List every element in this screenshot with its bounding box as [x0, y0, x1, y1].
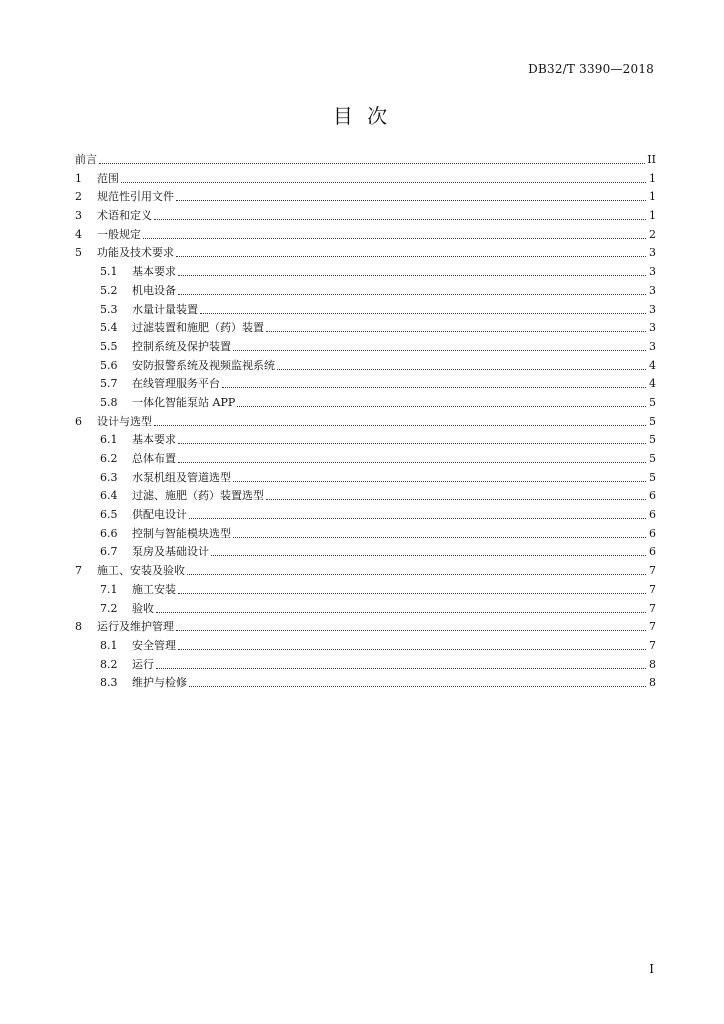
dot-leader [156, 612, 646, 613]
toc-entry-page: 2 [649, 227, 656, 241]
toc-entry-page: 6 [649, 545, 656, 559]
dot-leader [277, 369, 646, 370]
toc-entry-label: 安防报警系统及视频监视系统 [132, 358, 275, 372]
toc-entry-page: 7 [649, 620, 656, 634]
toc-entry-label: 维护与检修 [132, 676, 187, 690]
toc-entry[interactable] [75, 447, 656, 466]
toc-entry-number: 1 [75, 171, 82, 185]
toc-entry-number: 5.8 [100, 395, 118, 409]
toc-entry-label: 运行 [132, 657, 154, 671]
dot-leader [156, 668, 646, 669]
toc-entry[interactable] [75, 145, 656, 167]
toc-entry-page: 5 [649, 452, 656, 465]
toc-entry-label: 供配电设计 [132, 508, 187, 522]
toc-entry[interactable] [75, 260, 656, 279]
toc-entry-number: 6.6 [100, 526, 118, 540]
toc-entry-label: 基本要求 [132, 433, 176, 447]
dot-leader [178, 275, 646, 276]
toc-entry[interactable] [75, 559, 656, 578]
toc-entry-page: 1 [649, 209, 656, 223]
toc-entry[interactable] [75, 410, 656, 429]
dot-leader [178, 462, 646, 463]
toc-entry-label: 在线管理服务平台 [132, 377, 220, 391]
toc-entry-label: 验收 [132, 601, 154, 615]
toc-entry-label: 术语和定义 [97, 209, 152, 223]
toc-entry-page: 6 [649, 526, 656, 540]
toc-entry-page: 3 [649, 246, 656, 260]
toc-entry-page: 7 [649, 601, 656, 615]
dot-leader [222, 387, 646, 388]
toc-entry-label: 过滤装置和施肥（药）装置 [132, 321, 264, 335]
toc-entry-number: 6.7 [100, 545, 118, 559]
dot-leader [189, 518, 646, 519]
toc-entry[interactable] [75, 578, 656, 597]
toc-entry-label: 施工安装 [132, 582, 176, 596]
toc-entry-number: 6 [75, 414, 82, 428]
dot-leader [266, 499, 646, 500]
toc-entry-label: 运行及维护管理 [97, 620, 174, 634]
toc-entry-number: 3 [75, 209, 82, 223]
toc-entry-number: 5.1 [100, 265, 118, 279]
toc-entry-label: 一般规定 [97, 227, 141, 241]
toc-entry[interactable] [75, 653, 656, 672]
toc-entry[interactable] [75, 317, 656, 336]
toc-entry-label: 施工、安装及验收 [97, 564, 185, 578]
page-number: I [649, 962, 654, 976]
toc-entry-page: 4 [649, 358, 656, 372]
toc-entry-number: 6.4 [100, 489, 118, 503]
toc-entry-label: 水泵机组及管道选型 [132, 470, 231, 484]
toc-entry-label: 前言 [75, 153, 97, 166]
toc-entry[interactable] [75, 242, 656, 261]
toc-entry-number: 5.7 [100, 377, 118, 391]
toc-entry[interactable] [75, 634, 656, 653]
toc-entry[interactable] [75, 597, 656, 616]
toc-entry[interactable] [75, 616, 656, 635]
toc-entry-number: 5.5 [100, 339, 118, 353]
toc-entry[interactable] [75, 298, 656, 317]
dot-leader [121, 182, 646, 183]
toc-entry-page: 3 [649, 339, 656, 353]
dot-leader [154, 219, 646, 220]
dot-leader [178, 649, 646, 650]
toc-entry[interactable] [75, 279, 656, 298]
dot-leader [211, 555, 646, 556]
toc-entry-number: 8 [75, 620, 82, 634]
toc-entry-number: 6.2 [100, 452, 118, 465]
dot-leader [178, 443, 646, 444]
dot-leader [187, 574, 646, 575]
toc-entry-number: 5.6 [100, 358, 118, 372]
toc-entry-page: 3 [649, 265, 656, 279]
toc-entry-number: 4 [75, 227, 82, 241]
toc-entry-page: 3 [649, 283, 656, 297]
toc-entry-number: 6.3 [100, 470, 118, 484]
dot-leader [143, 238, 646, 239]
toc-entry-label: 范围 [97, 171, 119, 185]
toc-entry-page: 3 [649, 302, 656, 316]
toc-entry-number: 6.1 [100, 433, 118, 447]
toc-entry-label: 安全管理 [132, 638, 176, 652]
toc-entry-label: 功能及技术要求 [97, 246, 174, 260]
dot-leader [178, 294, 646, 295]
dot-leader [99, 163, 645, 164]
toc-entry-number: 8.1 [100, 638, 118, 652]
toc-entry-label: 总体布置 [132, 452, 176, 465]
toc-entry-number: 6.5 [100, 508, 118, 522]
toc-entry[interactable] [75, 672, 656, 691]
dot-leader [233, 350, 646, 351]
dot-leader [176, 630, 646, 631]
toc-entry[interactable] [75, 429, 656, 448]
dot-leader [233, 537, 646, 538]
toc-entry-page: 5 [649, 433, 656, 447]
toc-entry-number: 8.3 [100, 676, 118, 690]
toc-entry[interactable] [75, 186, 656, 205]
dot-leader [233, 481, 646, 482]
toc-entry-page: 3 [649, 321, 656, 335]
toc-entry-page: 8 [649, 657, 656, 671]
toc-entry-page: 5 [649, 395, 656, 409]
toc-entry[interactable] [75, 485, 656, 504]
toc-entry-label: 设计与选型 [97, 414, 152, 428]
toc-entry-page: 6 [649, 508, 656, 522]
dot-leader [154, 425, 646, 426]
dot-leader [178, 593, 646, 594]
dot-leader [176, 200, 646, 201]
dot-leader [189, 686, 646, 687]
toc-entry-label: 水量计量装置 [132, 302, 198, 316]
toc-entry-page: 7 [649, 582, 656, 596]
toc-entry-page: II [647, 153, 656, 166]
toc-entry-page: 7 [649, 564, 656, 578]
toc-entry-label: 控制系统及保护装置 [132, 339, 231, 353]
toc-entry-number: 7.1 [100, 582, 118, 596]
toc-entry-number: 5.2 [100, 283, 118, 297]
toc-entry[interactable] [75, 354, 656, 373]
toc-entry[interactable] [75, 522, 656, 541]
toc-entry[interactable] [75, 503, 656, 522]
toc-entry-number: 8.2 [100, 657, 118, 671]
toc-entry-label: 泵房及基础设计 [132, 545, 209, 559]
toc-entry-label: 规范性引用文件 [97, 190, 174, 204]
toc-entry-page: 6 [649, 489, 656, 503]
toc-entry-number: 2 [75, 190, 82, 204]
toc-entry-page: 1 [649, 190, 656, 204]
toc-entry[interactable] [75, 335, 656, 354]
toc-entry-label: 机电设备 [132, 283, 176, 297]
toc-entry[interactable] [75, 466, 656, 485]
toc-entry[interactable] [75, 541, 656, 560]
toc-entry-page: 8 [649, 676, 656, 690]
toc-entry-number: 7.2 [100, 601, 118, 615]
toc-entry-label: 一体化智能泵站 APP [132, 395, 236, 409]
toc-entry[interactable] [75, 167, 656, 186]
toc-entry-number: 5 [75, 246, 82, 260]
dot-leader [176, 256, 646, 257]
toc-entry-page: 4 [649, 377, 656, 391]
toc-entry-page: 1 [649, 171, 656, 185]
document-code: DB32/T 3390—2018 [528, 62, 654, 76]
toc-title: 目 次 [332, 104, 392, 128]
toc-entry-label: 控制与智能模块选型 [132, 526, 231, 540]
toc-entry-page: 7 [649, 638, 656, 652]
toc-entry-label: 过滤、施肥（药）装置选型 [132, 489, 264, 503]
toc-entry-number: 7 [75, 564, 82, 578]
table-of-contents [75, 145, 656, 690]
toc-entry-label: 基本要求 [132, 265, 176, 279]
toc-entry[interactable] [75, 391, 656, 410]
dot-leader [200, 313, 646, 314]
dot-leader [266, 331, 646, 332]
toc-entry-page: 5 [649, 414, 656, 428]
toc-entry-page: 5 [649, 470, 656, 484]
toc-entry-number: 5.3 [100, 302, 118, 316]
toc-entry-number: 5.4 [100, 321, 118, 335]
toc-entry[interactable] [75, 373, 656, 392]
toc-entry[interactable] [75, 204, 656, 223]
dot-leader [237, 406, 646, 407]
toc-entry[interactable] [75, 223, 656, 242]
